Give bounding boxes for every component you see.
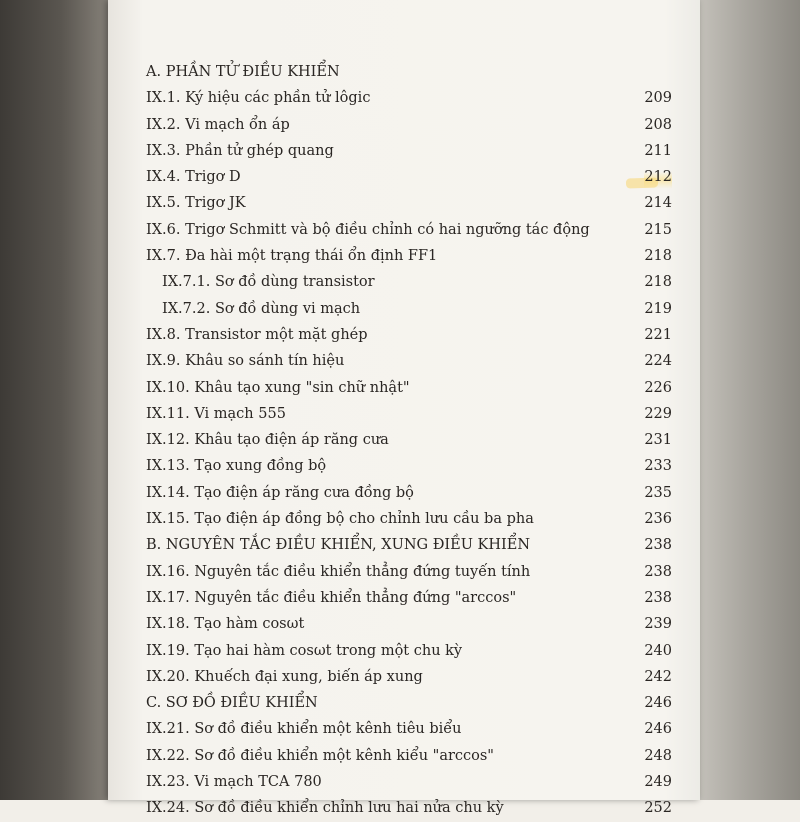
toc-entry [146, 217, 672, 243]
toc-section-heading [146, 532, 672, 558]
toc-entry-page: 233 [644, 458, 672, 475]
toc-entry-page: 229 [644, 405, 672, 422]
toc-entry-page: 246 [644, 721, 672, 738]
toc-entry-page: 224 [644, 353, 672, 370]
toc-entry [146, 322, 672, 348]
toc-entry-page: 235 [644, 484, 672, 501]
toc-entry-label: IX.1. Ký hiệu các phần tử lôgic [146, 90, 371, 107]
toc-entry [146, 716, 672, 742]
toc-entry-label: IX.6. Trigơ Schmitt và bộ điều chỉnh có hai ngưỡng tác động [146, 221, 590, 238]
toc-entry-label: IX.4. Trigơ D [146, 169, 241, 186]
toc-entry-page: 236 [644, 511, 672, 528]
toc-entry-page: 242 [644, 668, 672, 685]
table-of-contents [146, 59, 672, 822]
toc-entry-label: IX.19. Tạo hai hàm cosωt trong một chu kỳ [146, 642, 463, 659]
toc-entry-label: IX.5. Trigơ JK [146, 195, 246, 212]
toc-entry-label: IX.9. Khâu so sánh tín hiệu [146, 353, 345, 370]
toc-entry [146, 795, 672, 821]
toc-entry-label: IX.7. Đa hài một trạng thái ổn định FF1 [146, 248, 438, 265]
toc-entry-label: IX.20. Khuếch đại xung, biến áp xung [146, 668, 423, 685]
toc-entry-page: 215 [644, 221, 672, 238]
background-left [0, 0, 112, 800]
toc-entry-label: IX.22. Sơ đồ điều khiển một kênh kiểu "arccos" [146, 747, 494, 764]
toc-entry [146, 190, 672, 216]
toc-entry-label: IX.14. Tạo điện áp răng cưa đồng bộ [146, 484, 414, 501]
toc-entry [146, 453, 672, 479]
toc-entry-page: 208 [644, 116, 672, 133]
toc-entry-page: 249 [644, 774, 672, 791]
toc-entry-label: IX.11. Vi mạch 555 [146, 405, 286, 422]
toc-entry [146, 243, 672, 269]
toc-subentry [146, 296, 672, 322]
toc-entry [146, 164, 672, 190]
toc-entry [146, 743, 672, 769]
toc-entry [146, 769, 672, 795]
toc-entry-page: 248 [644, 747, 672, 764]
toc-entry-page: 218 [644, 248, 672, 265]
toc-entry-page: 240 [644, 642, 672, 659]
toc-entry [146, 112, 672, 138]
toc-entry-label: C. SƠ ĐỒ ĐIỀU KHIỂN [146, 695, 318, 712]
toc-entry [146, 585, 672, 611]
toc-entry-label: IX.3. Phần tử ghép quang [146, 142, 334, 159]
toc-entry [146, 401, 672, 427]
toc-entry-page: 238 [644, 589, 672, 606]
toc-entry-label: IX.13. Tạo xung đồng bộ [146, 458, 327, 475]
toc-entry-label: IX.23. Vi mạch TCA 780 [146, 774, 322, 791]
toc-entry [146, 506, 672, 532]
toc-entry-page: 239 [644, 616, 672, 633]
toc-entry [146, 375, 672, 401]
toc-entry-page: 219 [644, 300, 672, 317]
toc-entry-page: 238 [644, 537, 672, 554]
toc-entry-page: 212 [644, 164, 672, 190]
toc-entry-label: B. NGUYÊN TẮC ĐIỀU KHIỂN, XUNG ĐIỀU KHIỂN [146, 537, 531, 554]
toc-entry-page: 231 [644, 432, 672, 449]
toc-entry [146, 611, 672, 637]
toc-entry-page: 214 [644, 195, 672, 212]
toc-entry-label: IX.7.1. Sơ đồ dùng transistor [162, 274, 375, 291]
toc-entry-page: 252 [644, 800, 672, 817]
toc-entry [146, 85, 672, 111]
toc-entry-label: IX.21. Sơ đồ điều khiển một kênh tiêu biểu [146, 721, 462, 738]
toc-entry-label: IX.17. Nguyên tắc điều khiển thẳng đứng "arccos" [146, 589, 517, 606]
toc-entry [146, 348, 672, 374]
toc-entry-label: IX.16. Nguyên tắc điều khiển thẳng đứng tuyến tính [146, 563, 531, 580]
toc-entry-label: IX.2. Vi mạch ổn áp [146, 116, 290, 133]
toc-entry-page: 226 [644, 379, 672, 396]
toc-entry [146, 59, 672, 85]
toc-entry-label: A. PHẦN TỬ ĐIỀU KHIỂN [146, 64, 340, 80]
toc-entry [146, 138, 672, 164]
toc-entry-page: 209 [644, 90, 672, 107]
toc-subentry [146, 269, 672, 295]
toc-entry-page: 238 [644, 563, 672, 580]
toc-entry-label: IX.24. Sơ đồ điều khiển chỉnh lưu hai nửa chu kỳ [146, 800, 504, 817]
toc-entry-label: IX.15. Tạo điện áp đồng bộ cho chỉnh lưu cầu ba pha [146, 511, 534, 528]
toc-entry [146, 559, 672, 585]
toc-entry-label: IX.18. Tạo hàm cosωt [146, 616, 305, 633]
background-right [690, 0, 800, 800]
toc-entry-page: 246 [644, 695, 672, 712]
toc-entry-label: IX.8. Transistor một mặt ghép [146, 326, 368, 343]
toc-entry-page: 221 [644, 326, 672, 343]
toc-entry-page: 211 [644, 142, 672, 159]
toc-section-heading [146, 690, 672, 716]
toc-entry [146, 427, 672, 453]
book-page [108, 0, 700, 817]
toc-entry-label: IX.7.2. Sơ đồ dùng vi mạch [162, 300, 361, 317]
toc-entry-label: IX.10. Khâu tạo xung "sin chữ nhật" [146, 379, 410, 396]
toc-entry [146, 638, 672, 664]
toc-entry-label: IX.12. Khâu tạo điện áp răng cưa [146, 432, 389, 449]
toc-entry-page: 218 [644, 274, 672, 291]
toc-entry [146, 664, 672, 690]
toc-entry [146, 480, 672, 506]
